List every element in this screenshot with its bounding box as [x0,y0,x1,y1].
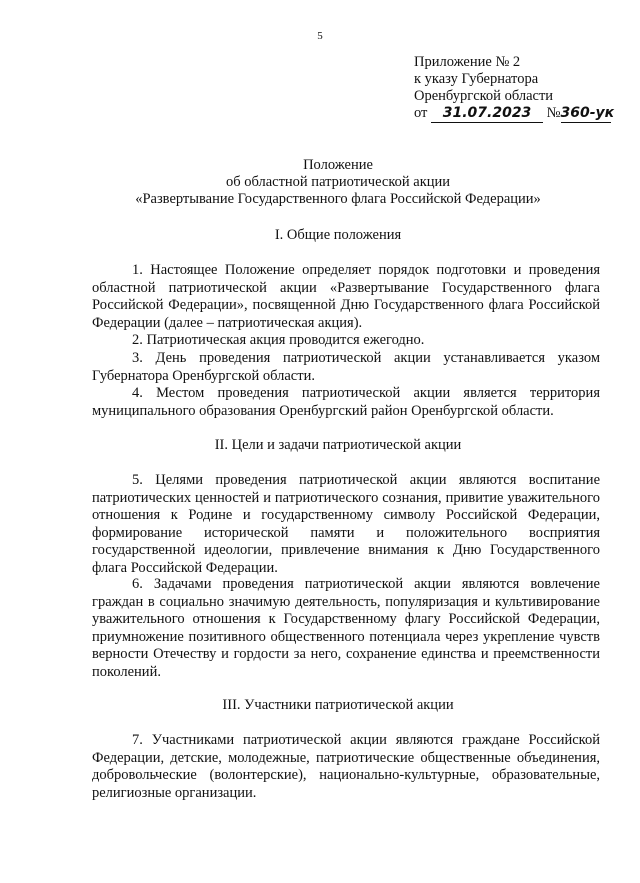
number-prefix: № [546,105,561,121]
paragraph-4: 4. Местом проведения патриотической акции является территория муниципального образования Оренбургский район Оренбургской области. [92,385,600,419]
document-title [0,157,640,208]
appendix-date-row [414,105,615,123]
section-heading-2: II. Цели и задачи патриотической акции [214,437,462,453]
title-line-1: Положение [303,157,373,173]
handwritten-number: 360-ук [560,105,615,121]
appendix-block [414,54,615,123]
page-number: 5 [317,30,323,42]
paragraph-1: 1. Настоящее Положение определяет порядок подготовки и проведения областной патриотической акции «Развертывание Государственного флага Российской Федерации», посвященной Дню Государственного флага Российской Федерации (далее – патриотическая акция). [92,262,600,331]
paragraph-6: 6. Задачами проведения патриотической акции являются вовлечение граждан в социально значимую деятельность, популяризация и культивирование уважительного отношения к Государственному флагу Российской Федерации, приумножение позитивного общественного потенциала через укрепление чувств верности Отечеству и гордости за него, сохранение единства и преемственности поколений. [92,576,600,680]
appendix-line-2: к указу Губернатора [414,71,539,87]
date-prefix: от [414,105,428,121]
paragraph-3: 3. День проведения патриотической акции устанавливается указом Губернатора Оренбургской области. [92,350,600,384]
handwritten-date: 31.07.2023 [431,105,543,123]
appendix-line-3: Оренбургской области [414,88,554,104]
title-line-2: об областной патриотической акции [225,174,451,190]
paragraph-2: 2. Патриотическая акция проводится ежегодно. [132,332,425,348]
appendix-line-1: Приложение № 2 [414,54,521,70]
section-heading-3: III. Участники патриотической акции [222,697,454,713]
paragraph-5: 5. Целями проведения патриотической акции являются воспитание патриотических ценностей и патриотического сознания, привитие уважительного отношения к Родине и государственному символу Российской Федерации, формирование исторической памяти и положительного восприятия государственной идеологии, привлечение внимания к Дню Государственного флага Российской Федерации. [92,472,600,576]
title-line-3: «Развертывание Государственного флага Российской Федерации» [135,191,541,207]
section-heading-1: I. Общие положения [274,227,402,243]
paragraph-7: 7. Участниками патриотической акции являются граждане Российской Федерации, детские, молодежные, патриотические общественные объединения, добровольческие (волонтерские), национально-культурные, образовательные, религиозные организации. [92,732,600,801]
